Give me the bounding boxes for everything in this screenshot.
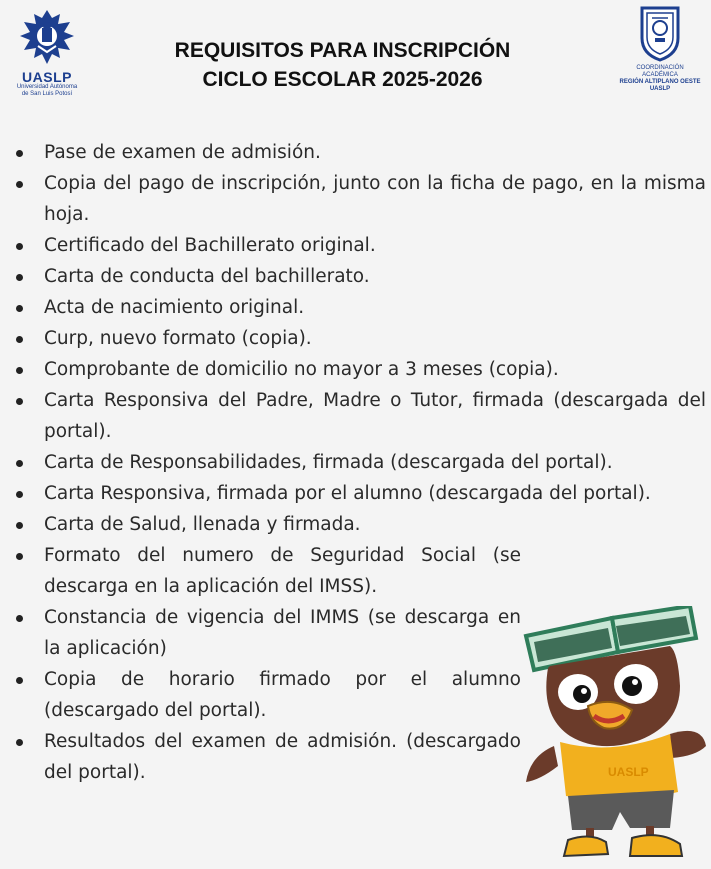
uaslp-subtitle-2: de San Luis Potosí xyxy=(21,91,73,97)
list-item: Formato del numero de Seguridad Social (se descarga en la aplicación del IMSS). xyxy=(14,540,521,602)
coordinacion-shield-icon xyxy=(638,4,682,62)
list-item: Acta de nacimiento original. xyxy=(14,292,706,323)
svg-text:UASLP: UASLP xyxy=(608,765,649,779)
page-title xyxy=(140,36,545,94)
list-item: Certificado del Bachillerato original. xyxy=(14,230,706,261)
coord-line-3: REGIÓN ALTIPLANO OESTE xyxy=(619,79,701,85)
list-item: Comprobante de domicilio no mayor a 3 meses (copia). xyxy=(14,354,706,385)
list-item: Carta Responsiva, firmada por el alumno (descargada del portal). xyxy=(14,478,706,509)
list-item: Carta Responsiva del Padre, Madre o Tutor, firmada (descargada del portal). xyxy=(14,385,706,447)
uaslp-acronym: UASLP xyxy=(22,69,72,85)
coord-line-4: UASLP xyxy=(649,86,671,92)
list-item: Curp, nuevo formato (copia). xyxy=(14,323,706,354)
coord-line-2: ACADÉMICA xyxy=(642,72,678,78)
list-item: Resultados del examen de admisión. (descargado del portal). xyxy=(14,726,521,788)
uaslp-crest-icon xyxy=(16,6,78,68)
list-item: Pase de examen de admisión. xyxy=(14,137,706,168)
list-item: Copia de horario firmado por el alumno (descargado del portal). xyxy=(14,664,521,726)
mascot-shoes xyxy=(564,835,682,856)
coord-line-1: COORDINACIÓN xyxy=(636,65,684,71)
uaslp-logo xyxy=(8,6,86,106)
uaslp-subtitle-1: Universidad Autónoma xyxy=(16,84,78,90)
list-item: Copia del pago de inscripción, junto con la ficha de pago, en la misma hoja. xyxy=(14,168,706,230)
list-item: Carta de conducta del bachillerato. xyxy=(14,261,706,292)
title-line-2: CICLO ESCOLAR 2025-2026 xyxy=(202,68,483,91)
list-item: Constancia de vigencia del IMMS (se descarga en la aplicación) xyxy=(14,602,521,664)
title-line-1: REQUISITOS PARA INSCRIPCIÓN xyxy=(174,39,511,62)
list-item: Carta de Responsabilidades, firmada (descargada del portal). xyxy=(14,447,706,478)
list-item: Carta de Salud, llenada y firmada. xyxy=(14,509,706,540)
coordinacion-logo xyxy=(612,4,708,120)
eagle-mascot-illustration xyxy=(520,606,710,862)
